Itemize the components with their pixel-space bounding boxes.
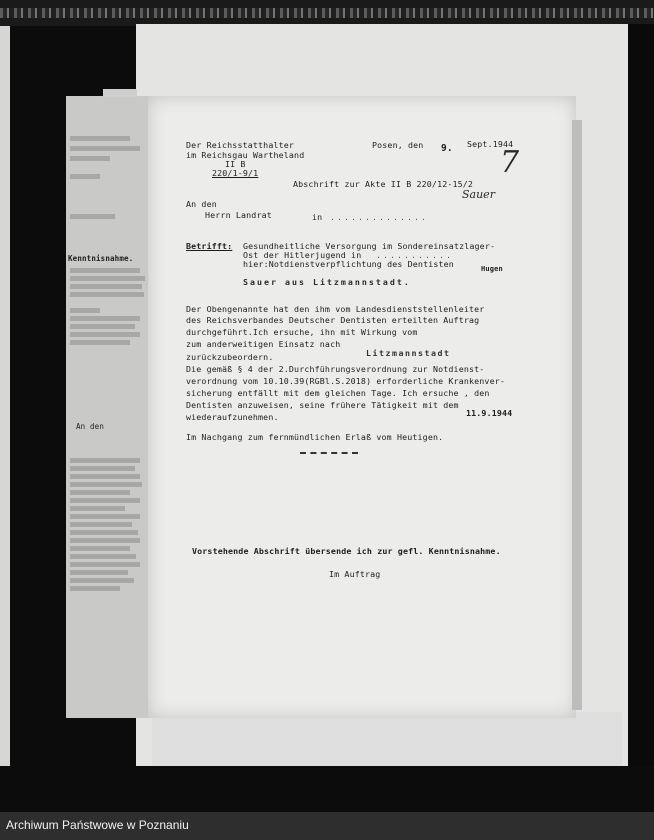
left-card-text-2: An den xyxy=(76,422,104,431)
body-line-1: Der Obengenannte hat den ihm vom Landesdienststellenleiter xyxy=(186,304,485,314)
body-line-2: des Reichsverbandes Deutscher Dentisten erteilten Auftrag xyxy=(186,315,480,325)
subject-label: Betrifft: xyxy=(186,241,233,251)
body-line-5: zurückzubeordern. xyxy=(186,352,274,362)
subject-line-3: hier:Notdienstverpflichtung des Dentisten xyxy=(243,259,454,269)
place-date-label: Posen, den xyxy=(372,140,424,150)
body-line-8: sicherung entfällt mit dem gleichen Tage. Ich ersuche , den xyxy=(186,388,490,398)
body-line-3: durchgeführt.Ich ersuche, ihn mit Wirkung vom xyxy=(186,327,418,337)
addressee-line-1: An den xyxy=(186,199,217,209)
inserted-date: 11.9.1944 xyxy=(466,408,513,418)
addressee-line-2: Herrn Landrat xyxy=(205,210,272,220)
date-month-year: Sept.1944 xyxy=(467,139,514,149)
paper-clip xyxy=(103,89,137,97)
body-line-10: wiederaufzunehmen. xyxy=(186,412,279,422)
date-day: 9. xyxy=(441,143,453,154)
right-film-border xyxy=(628,24,654,766)
dentist-name-line: Sauer aus Litzmannstadt. xyxy=(243,277,411,287)
subject-line-1: Gesundheitliche Versorgung im Sondereinsatzlager- xyxy=(243,241,496,251)
sender-line-2: im Reichsgau Wartheland xyxy=(186,150,305,160)
overlapping-left-card xyxy=(66,96,158,718)
body-line-6: Die gemäß § 4 der 2.Durchführungsverordnung zur Notdienst- xyxy=(186,364,485,374)
archive-footer xyxy=(0,812,654,840)
department-code: II B xyxy=(225,159,246,169)
signature-line: Im Auftrag xyxy=(329,569,381,579)
sender-line-1: Der Reichsstatthalter xyxy=(186,140,295,150)
subject-line-2: Ost der Hitlerjugend in xyxy=(243,250,362,260)
left-scan-edge xyxy=(0,26,10,766)
body-line-4: zum anderweitigen Einsatz nach xyxy=(186,339,341,349)
file-number: 220/1-9/1 xyxy=(212,168,259,178)
inserted-city: Litzmannstadt xyxy=(366,348,451,358)
subject-dots: ........... xyxy=(376,250,453,260)
separator-dashes xyxy=(300,452,358,454)
body-line-7: verordnung vom 10.10.39(RGBl.S.2018) erforderliche Krankenver- xyxy=(186,376,505,386)
left-card-text-1: Kenntnisnahme. xyxy=(68,254,134,263)
subject-side-note: Hugen xyxy=(481,265,503,273)
copy-reference: Abschrift zur Akte II B 220/12-15/2 xyxy=(293,179,474,189)
sheet-edge-shadow xyxy=(572,120,582,710)
film-perforation xyxy=(0,8,654,18)
bottom-film-border xyxy=(0,766,654,812)
handwritten-page-number: 7 xyxy=(500,145,520,180)
addressee-in: in xyxy=(312,212,323,222)
body-line-11: Im Nachgang zum fernmündlichen Erlaß vom Heutigen. xyxy=(186,432,444,442)
body-line-9: Dentisten anzuweisen, seine frühere Tätigkeit mit dem xyxy=(186,400,459,410)
background-sheet-lower xyxy=(152,712,622,766)
handwritten-note: Sauer xyxy=(462,188,495,201)
addressee-dots: .............. xyxy=(330,212,428,222)
closing-line: Vorstehende Abschrift übersende ich zur gefl. Kenntnisnahme. xyxy=(192,546,501,556)
archive-label: Archiwum Państwowe w Poznaniu xyxy=(6,818,189,832)
